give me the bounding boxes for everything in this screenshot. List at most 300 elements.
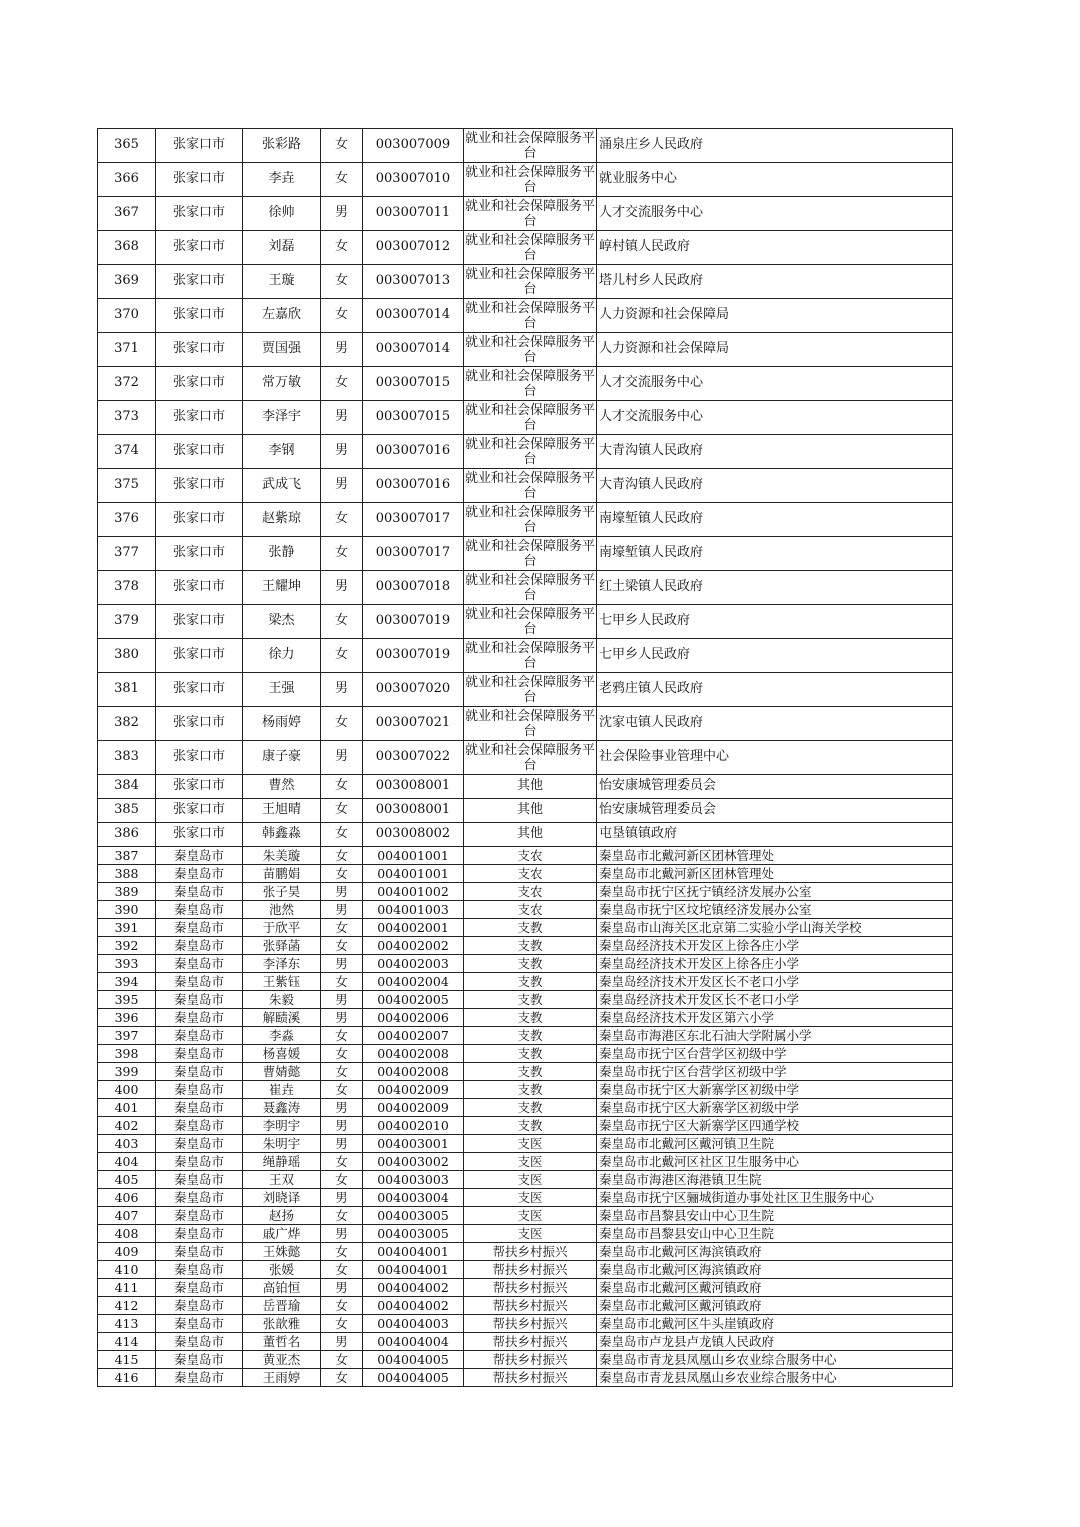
service-unit-cell: 老鸦庄镇人民政府 <box>597 673 953 707</box>
post-type-cell: 支教 <box>464 991 597 1009</box>
post-type-cell: 支教 <box>464 1009 597 1027</box>
gender-cell: 女 <box>321 1063 363 1081</box>
post-code-cell: 004002008 <box>363 1045 464 1063</box>
post-type-cell: 支教 <box>464 1027 597 1045</box>
city-cell: 秦皇岛市 <box>156 847 243 865</box>
post-type-cell: 帮扶乡村振兴 <box>464 1333 597 1351</box>
gender-cell: 男 <box>321 1135 363 1153</box>
city-cell: 秦皇岛市 <box>156 883 243 901</box>
service-unit-cell: 秦皇岛市青龙县凤凰山乡农业综合服务中心 <box>597 1351 953 1369</box>
table-row <box>98 673 953 707</box>
city-cell: 秦皇岛市 <box>156 901 243 919</box>
name-cell: 梁杰 <box>243 605 321 639</box>
table-row <box>98 299 953 333</box>
name-cell: 王双 <box>243 1171 321 1189</box>
service-unit-cell: 大青沟镇人民政府 <box>597 435 953 469</box>
city-cell: 秦皇岛市 <box>156 1207 243 1225</box>
post-code-cell: 004002004 <box>363 973 464 991</box>
gender-cell: 女 <box>321 937 363 955</box>
seq-number-cell: 384 <box>98 775 156 799</box>
service-unit-cell: 社会保险事业管理中心 <box>597 741 953 775</box>
post-code-cell: 004002005 <box>363 991 464 1009</box>
city-cell: 张家口市 <box>156 469 243 503</box>
seq-number-cell: 370 <box>98 299 156 333</box>
service-unit-cell: 秦皇岛经济技术开发区上徐各庄小学 <box>597 955 953 973</box>
service-unit-cell: 秦皇岛市北戴河区社区卫生服务中心 <box>597 1153 953 1171</box>
service-unit-cell: 秦皇岛市抚宁区大新寨学区四通学校 <box>597 1117 953 1135</box>
table-row <box>98 1027 953 1045</box>
post-type-cell: 就业和社会保障服务平台 <box>464 742 595 773</box>
seq-number-cell: 392 <box>98 937 156 955</box>
table-row <box>98 1351 953 1369</box>
post-code-cell: 003008001 <box>363 799 464 823</box>
post-type-cell: 支教 <box>464 919 597 937</box>
table-row <box>98 537 953 571</box>
post-type-cell: 帮扶乡村振兴 <box>464 1351 597 1369</box>
service-unit-cell: 屯垦镇镇政府 <box>597 823 953 847</box>
seq-number-cell: 372 <box>98 367 156 401</box>
gender-cell: 女 <box>321 1153 363 1171</box>
seq-number-cell: 389 <box>98 883 156 901</box>
name-cell: 李泽东 <box>243 955 321 973</box>
gender-cell: 女 <box>321 299 363 333</box>
table-row <box>98 919 953 937</box>
post-type-cell: 就业和社会保障服务平台 <box>464 130 595 161</box>
table-row <box>98 1135 953 1153</box>
name-cell: 杨雨婷 <box>243 707 321 741</box>
seq-number-cell: 369 <box>98 265 156 299</box>
seq-number-cell: 366 <box>98 163 156 197</box>
post-type-cell: 支教 <box>464 955 597 973</box>
seq-number-cell: 411 <box>98 1279 156 1297</box>
gender-cell: 女 <box>321 503 363 537</box>
gender-cell: 男 <box>321 1279 363 1297</box>
city-cell: 张家口市 <box>156 741 243 775</box>
seq-number-cell: 379 <box>98 605 156 639</box>
city-cell: 秦皇岛市 <box>156 991 243 1009</box>
name-cell: 苗鹏娟 <box>243 865 321 883</box>
name-cell: 李淼 <box>243 1027 321 1045</box>
city-cell: 张家口市 <box>156 537 243 571</box>
city-cell: 张家口市 <box>156 707 243 741</box>
post-code-cell: 003007017 <box>363 503 464 537</box>
name-cell: 张媛 <box>243 1261 321 1279</box>
post-type-cell: 支医 <box>464 1189 597 1207</box>
city-cell: 秦皇岛市 <box>156 1225 243 1243</box>
city-cell: 张家口市 <box>156 333 243 367</box>
seq-number-cell: 391 <box>98 919 156 937</box>
service-unit-cell: 秦皇岛市山海关区北京第二实验小学山海关学校 <box>597 919 953 937</box>
gender-cell: 女 <box>321 919 363 937</box>
gender-cell: 女 <box>321 1045 363 1063</box>
post-type-cell: 支教 <box>464 1099 597 1117</box>
table-row <box>98 1369 953 1387</box>
gender-cell: 男 <box>321 401 363 435</box>
seq-number-cell: 398 <box>98 1045 156 1063</box>
city-cell: 张家口市 <box>156 503 243 537</box>
city-cell: 张家口市 <box>156 299 243 333</box>
seq-number-cell: 410 <box>98 1261 156 1279</box>
table-row <box>98 955 953 973</box>
gender-cell: 女 <box>321 639 363 673</box>
service-unit-cell: 秦皇岛市北戴河新区团林管理处 <box>597 865 953 883</box>
table-row <box>98 1333 953 1351</box>
city-cell: 张家口市 <box>156 197 243 231</box>
post-type-cell: 就业和社会保障服务平台 <box>464 164 595 195</box>
gender-cell: 男 <box>321 1117 363 1135</box>
name-cell: 李泽宇 <box>243 401 321 435</box>
post-type-cell: 支医 <box>464 1225 597 1243</box>
gender-cell: 男 <box>321 1009 363 1027</box>
table-row <box>98 401 953 435</box>
gender-cell: 女 <box>321 847 363 865</box>
service-unit-cell: 南壕堑镇人民政府 <box>597 537 953 571</box>
table-row <box>98 1045 953 1063</box>
service-unit-cell: 秦皇岛市海港区海港镇卫生院 <box>597 1171 953 1189</box>
name-cell: 解赜溪 <box>243 1009 321 1027</box>
city-cell: 张家口市 <box>156 265 243 299</box>
gender-cell: 男 <box>321 1333 363 1351</box>
seq-number-cell: 386 <box>98 823 156 847</box>
seq-number-cell: 402 <box>98 1117 156 1135</box>
post-code-cell: 004004002 <box>363 1297 464 1315</box>
post-code-cell: 004004005 <box>363 1369 464 1387</box>
table-row <box>98 605 953 639</box>
table-row <box>98 1279 953 1297</box>
table-row <box>98 1099 953 1117</box>
city-cell: 张家口市 <box>156 605 243 639</box>
post-code-cell: 003007010 <box>363 163 464 197</box>
gender-cell: 男 <box>321 435 363 469</box>
table-row <box>98 1243 953 1261</box>
post-type-cell: 就业和社会保障服务平台 <box>464 198 595 229</box>
city-cell: 张家口市 <box>156 435 243 469</box>
post-type-cell: 支农 <box>464 883 597 901</box>
table-row <box>98 1081 953 1099</box>
post-code-cell: 003007018 <box>363 571 464 605</box>
city-cell: 秦皇岛市 <box>156 1369 243 1387</box>
post-type-cell: 支医 <box>464 1207 597 1225</box>
post-type-cell: 支教 <box>464 937 597 955</box>
post-code-cell: 004002010 <box>363 1117 464 1135</box>
service-unit-cell: 人才交流服务中心 <box>597 197 953 231</box>
gender-cell: 女 <box>321 1207 363 1225</box>
gender-cell: 女 <box>321 1243 363 1261</box>
name-cell: 高铂恒 <box>243 1279 321 1297</box>
post-type-cell: 其他 <box>464 823 597 847</box>
service-unit-cell: 秦皇岛市抚宁区大新寨学区初级中学 <box>597 1099 953 1117</box>
gender-cell: 女 <box>321 1297 363 1315</box>
post-code-cell: 003007016 <box>363 469 464 503</box>
post-type-cell: 就业和社会保障服务平台 <box>464 572 595 603</box>
seq-number-cell: 409 <box>98 1243 156 1261</box>
name-cell: 朱明宇 <box>243 1135 321 1153</box>
name-cell: 张静 <box>243 537 321 571</box>
post-code-cell: 003007019 <box>363 639 464 673</box>
table-row <box>98 865 953 883</box>
city-cell: 秦皇岛市 <box>156 919 243 937</box>
table-row <box>98 1207 953 1225</box>
post-code-cell: 003007017 <box>363 537 464 571</box>
table-row <box>98 639 953 673</box>
city-cell: 秦皇岛市 <box>156 1351 243 1369</box>
service-unit-cell: 秦皇岛市抚宁区台营学区初级中学 <box>597 1045 953 1063</box>
post-type-cell: 就业和社会保障服务平台 <box>464 606 595 637</box>
gender-cell: 女 <box>321 605 363 639</box>
city-cell: 秦皇岛市 <box>156 973 243 991</box>
post-type-cell: 支农 <box>464 901 597 919</box>
post-code-cell: 003007013 <box>363 265 464 299</box>
table-row <box>98 1009 953 1027</box>
post-code-cell: 004002002 <box>363 937 464 955</box>
post-code-cell: 004001001 <box>363 847 464 865</box>
post-type-cell: 就业和社会保障服务平台 <box>464 334 595 365</box>
service-unit-cell: 秦皇岛市北戴河区戴河镇卫生院 <box>597 1135 953 1153</box>
city-cell: 张家口市 <box>156 163 243 197</box>
seq-number-cell: 414 <box>98 1333 156 1351</box>
service-unit-cell: 怡安康城管理委员会 <box>597 775 953 799</box>
seq-number-cell: 368 <box>98 231 156 265</box>
city-cell: 张家口市 <box>156 231 243 265</box>
post-code-cell: 003007015 <box>363 401 464 435</box>
post-code-cell: 004001003 <box>363 901 464 919</box>
post-code-cell: 004003004 <box>363 1189 464 1207</box>
post-type-cell: 支医 <box>464 1153 597 1171</box>
post-type-cell: 支教 <box>464 1117 597 1135</box>
post-type-cell: 支教 <box>464 1063 597 1081</box>
post-code-cell: 004002009 <box>363 1099 464 1117</box>
seq-number-cell: 381 <box>98 673 156 707</box>
seq-number-cell: 380 <box>98 639 156 673</box>
city-cell: 秦皇岛市 <box>156 1243 243 1261</box>
table-row <box>98 775 953 799</box>
name-cell: 王紫钰 <box>243 973 321 991</box>
post-type-cell: 帮扶乡村振兴 <box>464 1279 597 1297</box>
table-row <box>98 265 953 299</box>
post-type-cell: 就业和社会保障服务平台 <box>464 640 595 671</box>
name-cell: 张歆雅 <box>243 1315 321 1333</box>
post-code-cell: 004003005 <box>363 1225 464 1243</box>
gender-cell: 男 <box>321 741 363 775</box>
gender-cell: 男 <box>321 1099 363 1117</box>
city-cell: 张家口市 <box>156 639 243 673</box>
service-unit-cell: 人才交流服务中心 <box>597 367 953 401</box>
gender-cell: 女 <box>321 1351 363 1369</box>
post-type-cell: 支教 <box>464 1045 597 1063</box>
gender-cell: 女 <box>321 1027 363 1045</box>
post-type-cell: 支农 <box>464 847 597 865</box>
name-cell: 曹然 <box>243 775 321 799</box>
gender-cell: 男 <box>321 673 363 707</box>
post-type-cell: 就业和社会保障服务平台 <box>464 300 595 331</box>
city-cell: 张家口市 <box>156 799 243 823</box>
seq-number-cell: 401 <box>98 1099 156 1117</box>
service-unit-cell: 塔儿村乡人民政府 <box>597 265 953 299</box>
post-type-cell: 帮扶乡村振兴 <box>464 1369 597 1387</box>
name-cell: 王雨婷 <box>243 1369 321 1387</box>
table-row <box>98 571 953 605</box>
gender-cell: 女 <box>321 823 363 847</box>
gender-cell: 男 <box>321 571 363 605</box>
post-type-cell: 帮扶乡村振兴 <box>464 1315 597 1333</box>
gender-cell: 女 <box>321 775 363 799</box>
service-unit-cell: 人力资源和社会保障局 <box>597 299 953 333</box>
name-cell: 黄亚杰 <box>243 1351 321 1369</box>
post-type-cell: 就业和社会保障服务平台 <box>464 266 595 297</box>
service-unit-cell: 怡安康城管理委员会 <box>597 799 953 823</box>
service-unit-cell: 秦皇岛经济技术开发区长不老口小学 <box>597 991 953 1009</box>
city-cell: 秦皇岛市 <box>156 1279 243 1297</box>
name-cell: 刘磊 <box>243 231 321 265</box>
post-type-cell: 支农 <box>464 865 597 883</box>
seq-number-cell: 400 <box>98 1081 156 1099</box>
post-code-cell: 004003001 <box>363 1135 464 1153</box>
seq-number-cell: 397 <box>98 1027 156 1045</box>
seq-number-cell: 405 <box>98 1171 156 1189</box>
table-row <box>98 435 953 469</box>
service-unit-cell: 秦皇岛市北戴河区牛头崖镇政府 <box>597 1315 953 1333</box>
service-unit-cell: 秦皇岛市北戴河区戴河镇政府 <box>597 1297 953 1315</box>
gender-cell: 女 <box>321 707 363 741</box>
name-cell: 王璇 <box>243 265 321 299</box>
service-unit-cell: 秦皇岛经济技术开发区上徐各庄小学 <box>597 937 953 955</box>
service-unit-cell: 秦皇岛市抚宁区抚宁镇经济发展办公室 <box>597 883 953 901</box>
post-type-cell: 就业和社会保障服务平台 <box>464 538 595 569</box>
name-cell: 李垚 <box>243 163 321 197</box>
name-cell: 岳晋瑜 <box>243 1297 321 1315</box>
seq-number-cell: 371 <box>98 333 156 367</box>
table-row <box>98 333 953 367</box>
name-cell: 徐帅 <box>243 197 321 231</box>
city-cell: 张家口市 <box>156 129 243 163</box>
post-code-cell: 003007022 <box>363 741 464 775</box>
table-row <box>98 823 953 847</box>
table-row <box>98 901 953 919</box>
post-code-cell: 004002009 <box>363 1081 464 1099</box>
name-cell: 韩鑫淼 <box>243 823 321 847</box>
gender-cell: 女 <box>321 1261 363 1279</box>
city-cell: 秦皇岛市 <box>156 865 243 883</box>
name-cell: 王耀坤 <box>243 571 321 605</box>
gender-cell: 女 <box>321 1171 363 1189</box>
name-cell: 康子豪 <box>243 741 321 775</box>
seq-number-cell: 403 <box>98 1135 156 1153</box>
name-cell: 贾国强 <box>243 333 321 367</box>
service-unit-cell: 秦皇岛市抚宁区台营学区初级中学 <box>597 1063 953 1081</box>
gender-cell: 女 <box>321 1081 363 1099</box>
table-row <box>98 973 953 991</box>
post-type-cell: 就业和社会保障服务平台 <box>464 504 595 535</box>
table-row <box>98 991 953 1009</box>
table-row <box>98 937 953 955</box>
table-row <box>98 367 953 401</box>
seq-number-cell: 374 <box>98 435 156 469</box>
city-cell: 秦皇岛市 <box>156 1153 243 1171</box>
seq-number-cell: 387 <box>98 847 156 865</box>
service-unit-cell: 秦皇岛市北戴河区戴河镇政府 <box>597 1279 953 1297</box>
city-cell: 秦皇岛市 <box>156 1297 243 1315</box>
city-cell: 秦皇岛市 <box>156 1171 243 1189</box>
post-code-cell: 004002006 <box>363 1009 464 1027</box>
table-row <box>98 1225 953 1243</box>
seq-number-cell: 406 <box>98 1189 156 1207</box>
table-row <box>98 707 953 741</box>
post-type-cell: 就业和社会保障服务平台 <box>464 470 595 501</box>
gender-cell: 女 <box>321 163 363 197</box>
gender-cell: 女 <box>321 265 363 299</box>
post-code-cell: 004003005 <box>363 1207 464 1225</box>
gender-cell: 女 <box>321 973 363 991</box>
post-code-cell: 003007014 <box>363 333 464 367</box>
post-code-cell: 004001001 <box>363 865 464 883</box>
post-code-cell: 003007021 <box>363 707 464 741</box>
service-unit-cell: 秦皇岛市抚宁区坟坨镇经济发展办公室 <box>597 901 953 919</box>
post-type-cell: 就业和社会保障服务平台 <box>464 232 595 263</box>
service-unit-cell: 南壕堑镇人民政府 <box>597 503 953 537</box>
seq-number-cell: 373 <box>98 401 156 435</box>
gender-cell: 男 <box>321 883 363 901</box>
gender-cell: 男 <box>321 901 363 919</box>
post-code-cell: 003007020 <box>363 673 464 707</box>
post-code-cell: 004003002 <box>363 1153 464 1171</box>
table-row <box>98 1189 953 1207</box>
city-cell: 张家口市 <box>156 673 243 707</box>
city-cell: 张家口市 <box>156 775 243 799</box>
city-cell: 张家口市 <box>156 401 243 435</box>
table-body <box>98 129 953 1387</box>
gender-cell: 女 <box>321 367 363 401</box>
post-code-cell: 004002003 <box>363 955 464 973</box>
name-cell: 崔垚 <box>243 1081 321 1099</box>
post-type-cell: 支教 <box>464 1081 597 1099</box>
table-row <box>98 129 953 163</box>
gender-cell: 女 <box>321 865 363 883</box>
service-unit-cell: 秦皇岛市昌黎县安山中心卫生院 <box>597 1207 953 1225</box>
seq-number-cell: 393 <box>98 955 156 973</box>
gender-cell: 女 <box>321 537 363 571</box>
service-unit-cell: 秦皇岛经济技术开发区长不老口小学 <box>597 973 953 991</box>
city-cell: 张家口市 <box>156 823 243 847</box>
table-row <box>98 1117 953 1135</box>
seq-number-cell: 416 <box>98 1369 156 1387</box>
name-cell: 杨喜媛 <box>243 1045 321 1063</box>
city-cell: 秦皇岛市 <box>156 1045 243 1063</box>
service-unit-cell: 秦皇岛市昌黎县安山中心卫生院 <box>597 1225 953 1243</box>
seq-number-cell: 413 <box>98 1315 156 1333</box>
name-cell: 徐力 <box>243 639 321 673</box>
table-row <box>98 741 953 775</box>
post-type-cell: 支医 <box>464 1135 597 1153</box>
gender-cell: 女 <box>321 129 363 163</box>
gender-cell: 男 <box>321 1189 363 1207</box>
table-row <box>98 1261 953 1279</box>
service-unit-cell: 人力资源和社会保障局 <box>597 333 953 367</box>
post-code-cell: 003007009 <box>363 129 464 163</box>
service-unit-cell: 七甲乡人民政府 <box>597 605 953 639</box>
service-unit-cell: 秦皇岛经济技术开发区第六小学 <box>597 1009 953 1027</box>
name-cell: 常万敏 <box>243 367 321 401</box>
seq-number-cell: 390 <box>98 901 156 919</box>
gender-cell: 男 <box>321 991 363 1009</box>
post-code-cell: 004001002 <box>363 883 464 901</box>
seq-number-cell: 394 <box>98 973 156 991</box>
name-cell: 曹婧懿 <box>243 1063 321 1081</box>
city-cell: 秦皇岛市 <box>156 1117 243 1135</box>
post-code-cell: 004004001 <box>363 1243 464 1261</box>
post-type-cell: 其他 <box>464 799 597 823</box>
post-code-cell: 003007019 <box>363 605 464 639</box>
seq-number-cell: 377 <box>98 537 156 571</box>
